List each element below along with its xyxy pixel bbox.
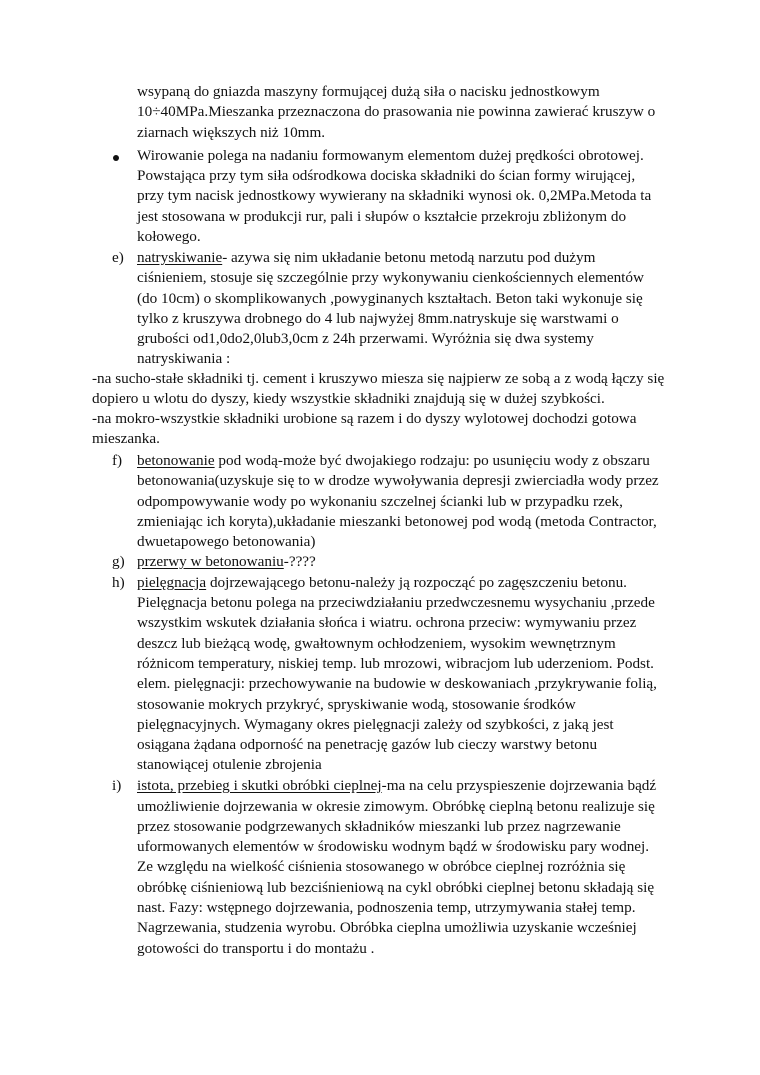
text-line: uformowanych elementów w środowisku wodnym bądź w środowisku pary wodnej. xyxy=(137,838,650,855)
text-line: stanowiącej otulenie zbrojenia xyxy=(137,756,322,773)
list-item xyxy=(137,248,595,268)
text-line: nast. Fazy: wstępnego dojrzewania, podnoszenia temp, utrzymywania stałej temp. xyxy=(137,899,636,916)
item-text: - azywa się nim układanie betonu metodą narzutu pod dużym xyxy=(222,249,596,266)
text-line: wsypaną do gniazda maszyny formującej dużą siła o nacisku jednostkowym xyxy=(137,83,600,100)
text-line: jest stosowana w produkcji rur, pali i słupów o kształcie przekroju zbliżonym do xyxy=(137,208,627,225)
text-line: przy tym nacisk jednostkowy wywierany na składniki wynosi ok. 0,2MPa.Metoda ta xyxy=(137,187,652,204)
item-term: pielęgnacja xyxy=(137,574,207,591)
item-text: -ma na celu przyspieszenie dojrzewania bądź xyxy=(381,777,657,794)
list-item xyxy=(137,776,656,796)
text-line: Pielęgnacja betonu polega na przeciwdziałaniu przedwczesnemu wysychaniu ,przede xyxy=(137,594,655,611)
text-line: dopiero u wlotu do dyszy, kiedy wszystkie składniki znajdują się w dużej szybkości. xyxy=(92,390,605,407)
list-marker: h) xyxy=(112,574,125,591)
text-line: 10÷40MPa.Mieszanka przeznaczona do prasowania nie powinna zawierać kruszyw o xyxy=(137,103,656,120)
text-line: Ze względu na wielkość ciśnienia stosowanego w obróbce cieplnej rozróżnia się xyxy=(137,858,626,875)
list-item xyxy=(137,552,316,572)
text-line: odpompowywanie wody po wykonaniu szczelnej ścianki lub w przypadku rzek, xyxy=(137,493,623,510)
text-line: deszcz lub bieżącą wodę, gwałtownym ochłodzeniem, wysokim wewnętrznym xyxy=(137,635,616,652)
text-line: ziarnach większych niż 10mm. xyxy=(137,124,326,141)
text-line: Nagrzewania, studzenia wyrobu. Obróbka cieplna umożliwia uzyskanie wcześniej xyxy=(137,919,637,936)
text-line: dwuetapowego betonowania) xyxy=(137,533,316,550)
text-line: mieszanka. xyxy=(92,430,160,447)
text-line: pielęgnacyjnych. Wymagany okres pielęgnacji zależy od szybkości, z jaką jest xyxy=(137,716,614,733)
list-item xyxy=(137,451,650,471)
text-line: Powstająca przy tym siła odśrodkowa dociska składniki do ścian formy wirującej, xyxy=(137,167,636,184)
list-marker: i) xyxy=(112,777,122,794)
text-line: natryskiwania : xyxy=(137,350,231,367)
text-line: przez stosowanie podgrzewanych składników mieszanki lub przez nagrzewanie xyxy=(137,818,621,835)
item-text: Wirowanie polega na nadaniu formowanym elementom dużej prędkości obrotowej. xyxy=(137,147,644,164)
text-line: obróbkę ciśnieniową lub bezciśnieniową na cykl obróbki cieplnej betonu składają się xyxy=(137,879,655,896)
text-line: ciśnieniem, stosuje się szczególnie przy wykonywaniu cienkościennych elementów xyxy=(137,269,644,286)
item-term: betonowanie xyxy=(137,452,215,469)
text-line: różnicom temperatury, niskiej temp. lub mrozowi, wibracjom lub uderzeniom. Podst. xyxy=(137,655,654,672)
text-line: stosowanie mokrych przykryć, spryskiwanie wodą, stosowanie środków xyxy=(137,696,576,713)
text-line: wszystkim wskutek działania słońca i wiatru. ochrona przeciw: wymywaniu przez xyxy=(137,614,637,631)
text-line: -na sucho-stałe składniki tj. cement i kruszywo miesza się najpierw ze sobą a z wodą łączy się xyxy=(92,370,665,387)
text-line: elem. pielęgnacji: przechowywanie na budowie w deskowaniach ,przykrywanie folią, xyxy=(137,675,657,692)
list-marker: f) xyxy=(112,452,123,469)
text-line: betonowania(uzyskuje się to w drodze wywoływania depresji zwierciadła wody przez xyxy=(137,472,659,489)
item-term: przerwy w betonowaniu xyxy=(137,553,284,570)
bullet-icon xyxy=(113,155,119,161)
text-line: tylko z kruszywa drobnego do 4 lub najwyżej 8mm.natryskuje się warstwami o xyxy=(137,310,619,327)
text-line: umożliwienie dojrzewania w okresie zimowym. Obróbkę cieplną betonu realizuje się xyxy=(137,798,655,815)
text-line: osiągana żądana odporność na penetrację gazów lub cieczy warstwy betonu xyxy=(137,736,598,753)
text-line: grubości od1,0do2,0lub3,0cm z 24h przerwami. Wyróżnia się dwa systemy xyxy=(137,330,594,347)
text-line: -na mokro-wszystkie składniki urobione są razem i do dyszy wylotowej dochodzi gotowa xyxy=(92,410,637,427)
text-line: gotowości do transportu i do montażu . xyxy=(137,940,375,957)
item-term: natryskiwanie xyxy=(137,249,223,266)
list-marker: g) xyxy=(112,553,125,570)
text-line: (do 10cm) o skomplikowanych ,powyginanych kształtach. Beton taki wykonuje się xyxy=(137,290,643,307)
item-term: istota, przebieg i skutki obróbki cieplnej xyxy=(137,777,382,794)
item-text: -???? xyxy=(283,553,316,570)
text-line: zmieniając ich koryta),układanie mieszanki betonowej pod wodą (metoda Contractor, xyxy=(137,513,657,530)
item-text: pod wodą-może być dwojakiego rodzaju: po usunięciu wody z obszaru xyxy=(214,452,650,469)
text-line: kołowego. xyxy=(137,228,201,245)
list-item xyxy=(137,573,627,593)
item-text: dojrzewającego betonu-należy ją rozpocząć po zagęszczeniu betonu. xyxy=(206,574,627,591)
list-item xyxy=(137,146,644,166)
list-marker: e) xyxy=(112,249,124,266)
